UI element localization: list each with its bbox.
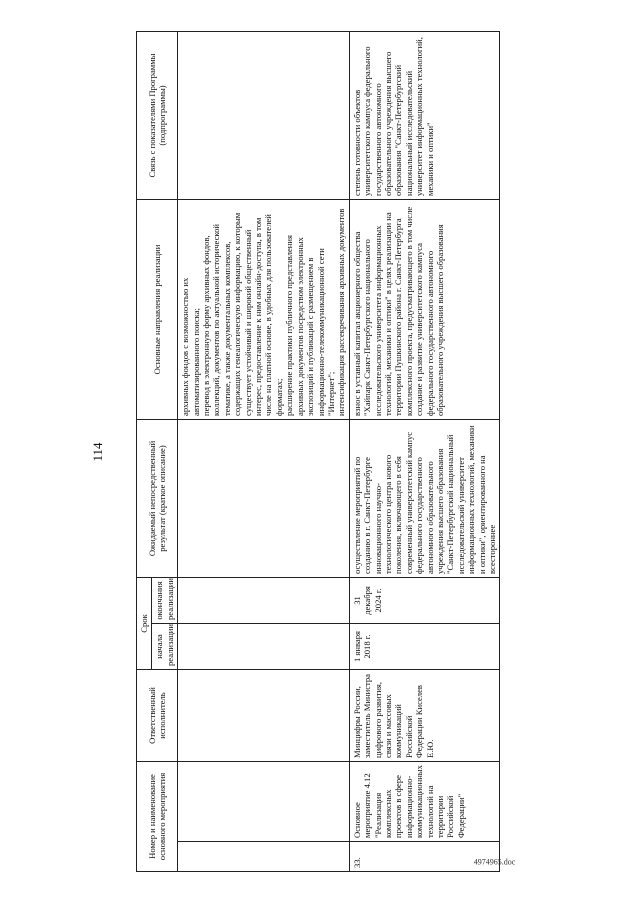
cell-blank [178,842,350,872]
header-term-end: окончания реализации [152,577,178,623]
header-row [137,31,152,871]
page-number: 114 [90,442,105,462]
cell-blank [178,762,350,842]
cell-blank [178,670,350,762]
cell-directions: взнос в уставный капитал акционерного общества "Хайпарк Санкт-Петербургского национального исследовательского университета информационных технологий, механики и оптики" в целях реализации на территории Пушкинского района г. Санкт-Петербурга комплексного проекта, предусматривающего в том числе создание и развитие университетского кампуса федерального государственного автономного образовательного учреждения высшего образования [349,199,500,419]
cell-term-end: 31 декабря 2024 г. [349,577,500,623]
header-link: Связь с показателями Программы (подпрограммы) [137,31,178,199]
header-executor: Ответственный исполнитель [137,670,178,762]
header-term: Срок [137,577,152,669]
cell-row-number: 33. [349,842,500,872]
header-number-name: Номер и наименование основного мероприятия [137,762,178,872]
cell-executor: Минцифры России, заместитель Министра цифрового развития, связи и массовых коммуникаций Российской Федерации Киселев Е.Ю. [349,670,500,762]
cell-result: осуществление мероприятий по созданию в г. Санкт-Петербурге инновационного научно-технологического центра нового поколения, включающего в себя современный университетский кампус федерального государственного автономного образовательного учреждения высшего образования "Санкт-Петербургский национальный исследовательский университет информационных технологий, механики и оптики", ориентированного на всестороннее [349,419,500,577]
table-row-33 [349,31,500,871]
header-directions: Основные направления реализации [137,199,178,419]
program-table [136,31,500,872]
cell-blank [178,419,350,577]
document-id-footer: 4974965.doc [473,857,516,867]
cell-link: степень готовности объектов университетского кампуса федерального государственного автономного образовательного учреждения высшего образования "Санкт-Петербургский национальный исследовательский университет информационных технологий, механики и оптики" [349,31,500,199]
cell-blank [178,577,350,623]
cell-activity-name: Основное мероприятие 4.12 "Реализация комплексных проектов в сфере информационно-коммуникационных технологий на территории Российской Федерации" [349,762,500,842]
table-row-continuation [178,31,350,871]
header-term-start: начала реализации [152,624,178,670]
rotated-document-page [90,32,550,872]
cell-blank [178,31,350,199]
cell-term-start: 1 января 2018 г. [349,624,500,670]
cell-directions-continued: архивных фондов с возможностью их автоматизированного поиска; перевод в электронную форму архивных фондов, коллекций, документов по актуальной исторической тематике, а также документальных комплексов, содержащих генеалогическую информацию, к которым существует устойчивый и широкий общественный интерес, предоставление к ним онлайн-доступа, в том числе на платной основе, в удобных для пользователей форматах; расширение практики публичного представления архивных документов посредством электронных экспозиций и публикаций с размещением в информационно-телекоммуникационной сети "Интернет"; интенсификация рассекречивания архивных документов [178,199,350,419]
header-result: Ожидаемый непосредственный результат (краткое описание) [137,419,178,577]
cell-blank [178,624,350,670]
